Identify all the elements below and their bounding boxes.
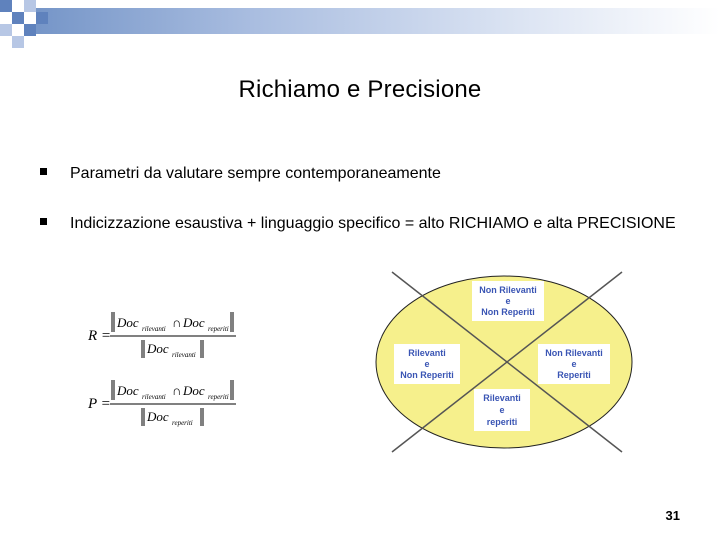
formula-doc: Doc: [147, 409, 169, 424]
quadrant-label-line: reperiti: [486, 417, 518, 427]
bullet-square-icon: [40, 168, 47, 175]
header-square: [12, 36, 24, 48]
header-square: [12, 24, 24, 36]
quadrant-label-line: Rilevanti: [408, 348, 446, 358]
formula-subscript: reperiti: [208, 325, 229, 333]
header-square: [12, 0, 24, 12]
page-number: 31: [665, 508, 680, 523]
header-square: [24, 12, 36, 24]
formula-intersection: ∩: [172, 383, 182, 398]
header-gradient-bar: [0, 8, 720, 34]
quadrant-right-label: [538, 344, 610, 384]
quadrant-label-line: e: [424, 359, 430, 369]
bullet-text: Indicizzazione esaustiva + linguaggio specifico = alto RICHIAMO e alta PRECISIONE: [70, 215, 676, 232]
quadrant-label-line: e: [499, 405, 505, 415]
quadrant-top-label: [472, 281, 544, 321]
formula-lhs: P =: [88, 396, 111, 412]
header-square: [0, 12, 12, 24]
formula-subscript: reperiti: [172, 419, 193, 427]
formula-subscript: reperiti: [208, 393, 229, 401]
formula-subscript: rilevanti: [172, 351, 196, 359]
formula-intersection: ∩: [172, 315, 182, 330]
formula-doc: Doc: [147, 341, 169, 356]
header-square: [36, 12, 48, 24]
header-square: [24, 24, 36, 36]
formula-doc: Doc: [183, 383, 205, 398]
header-square: [0, 0, 12, 12]
formula-doc: Doc: [117, 315, 139, 330]
quadrant-left-label: [394, 344, 460, 384]
bullet-square-icon: [40, 218, 47, 225]
recall-formula: [84, 308, 244, 360]
formula-doc: Doc: [117, 383, 139, 398]
header-square: [12, 12, 24, 24]
quadrant-label-line: Non Reperiti: [481, 307, 535, 317]
slide-title: Richiamo e Precisione: [238, 76, 482, 103]
quadrant-label-line: Rilevanti: [483, 393, 521, 403]
precision-formula: [84, 376, 244, 428]
bullet-text: Parametri da valutare sempre contemporaneamente: [70, 165, 441, 182]
quadrant-label-line: e: [505, 296, 511, 306]
quadrant-label-line: Non Reperiti: [400, 370, 454, 380]
formula-subscript: rilevanti: [142, 325, 166, 333]
quadrant-label-line: Reperiti: [557, 370, 591, 380]
quadrant-label-line: Non Rilevanti: [545, 348, 603, 358]
formula-subscript: rilevanti: [142, 393, 166, 401]
quadrant-bottom-label: [474, 389, 530, 431]
relevance-diagram: [370, 268, 640, 458]
formula-doc: Doc: [183, 315, 205, 330]
quadrant-label-line: Non Rilevanti: [479, 285, 537, 295]
quadrant-label-line: e: [571, 359, 577, 369]
header-square: [0, 24, 12, 36]
header-square: [24, 0, 36, 12]
formula-lhs: R =: [88, 328, 112, 344]
